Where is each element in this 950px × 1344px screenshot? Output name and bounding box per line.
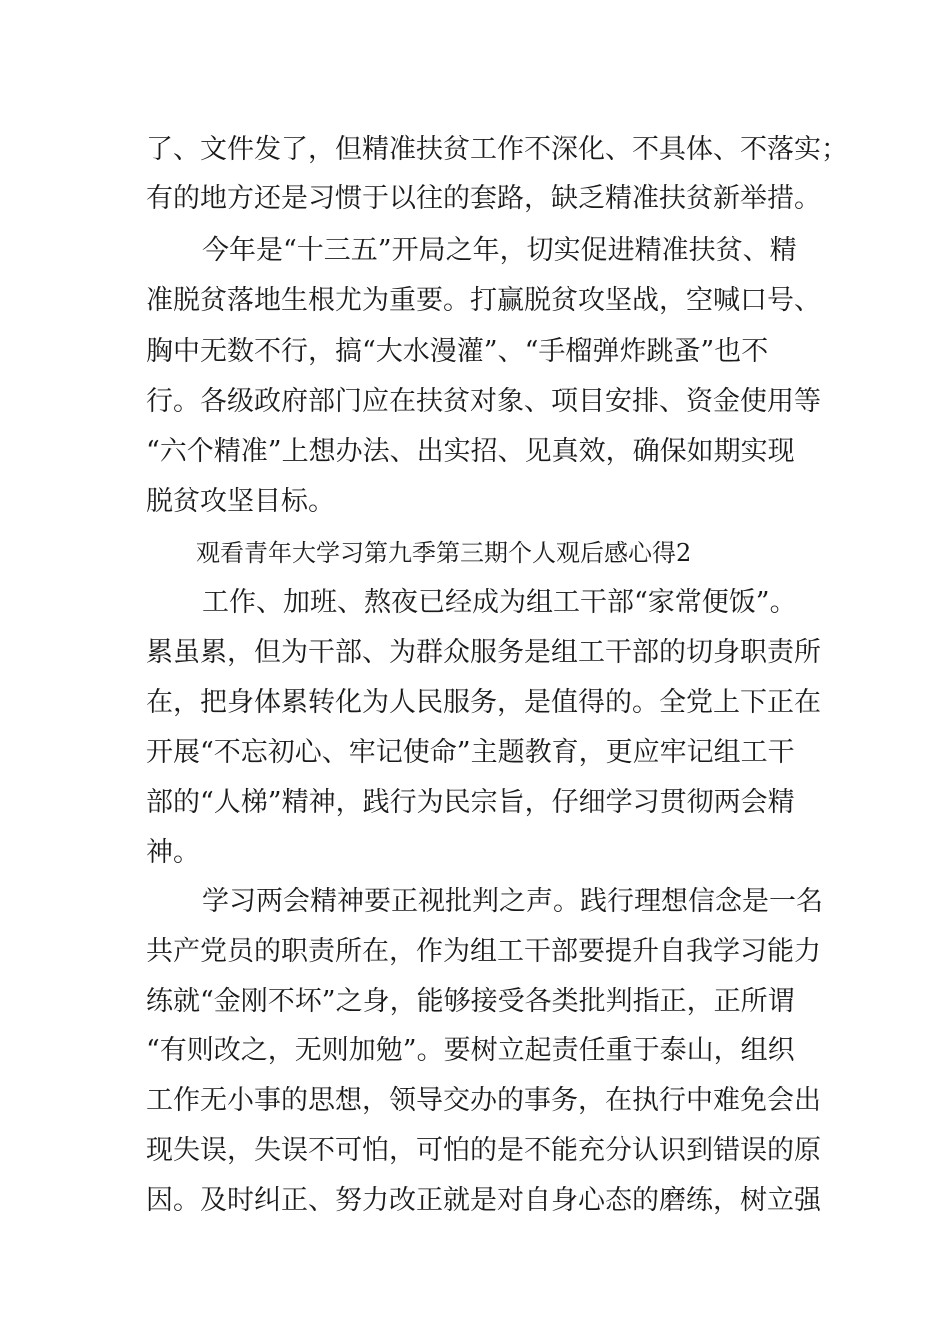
text-line: 了、文件发了，但精准扶贫工作不深化、不具体、不落实； — [146, 134, 848, 165]
text-line: 准脱贫落地生根尤为重要。打赢脱贫攻坚战，空喊口号、 — [146, 285, 821, 316]
text-line: 工作无小事的思想，领导交办的事务，在执行中难免会出 — [146, 1085, 821, 1116]
text-line: 胸中无数不行，搞“大水漫灌”、“手榴弹炸跳蚤”也不 — [146, 336, 769, 367]
paragraph-first-line: 工作、加班、熬夜已经成为组工干部“家常便饭”。 — [202, 587, 797, 618]
text-line: 开展“不忘初心、牢记使命”主题教育，更应牢记组工干 — [146, 737, 795, 768]
text-line: 在，把身体累转化为人民服务，是值得的。全党上下正在 — [146, 687, 821, 718]
text-line: 有的地方还是习惯于以往的套路，缺乏精准扶贫新举措。 — [146, 183, 821, 214]
text-line: 因。及时纠正、努力改正就是对自身心态的磨练，树立强 — [146, 1185, 821, 1216]
paragraph-first-line: 今年是“十三五”开局之年，切实促进精准扶贫、精 — [202, 235, 797, 266]
text-line: 脱贫攻坚目标。 — [146, 486, 335, 517]
text-line: 部的“人梯”精神，践行为民宗旨，仔细学习贯彻两会精 — [146, 787, 795, 818]
text-line: 共产党员的职责所在，作为组工干部要提升自我学习能力 — [146, 936, 821, 967]
text-line: 累虽累，但为干部、为群众服务是组工干部的切身职责所 — [146, 637, 821, 668]
text-line: “有则改之，无则加勉”。要树立起责任重于泰山，组织 — [146, 1035, 795, 1066]
paragraph-first-line: 学习两会精神要正视批判之声。践行理想信念是一名 — [202, 886, 823, 917]
text-line: 现失误，失误不可怕，可怕的是不能充分认识到错误的原 — [146, 1135, 821, 1166]
text-line: 行。各级政府部门应在扶贫对象、项目安排、资金使用等 — [146, 386, 821, 417]
text-line: “六个精准”上想办法、出实招、见真效，确保如期实现 — [146, 436, 795, 467]
text-line: 神。 — [146, 837, 200, 868]
section-heading: 观看青年大学习第九季第三期个人观后感心得2 — [196, 539, 692, 567]
text-line: 练就“金刚不坏”之身，能够接受各类批判指正，正所谓 — [146, 986, 795, 1017]
